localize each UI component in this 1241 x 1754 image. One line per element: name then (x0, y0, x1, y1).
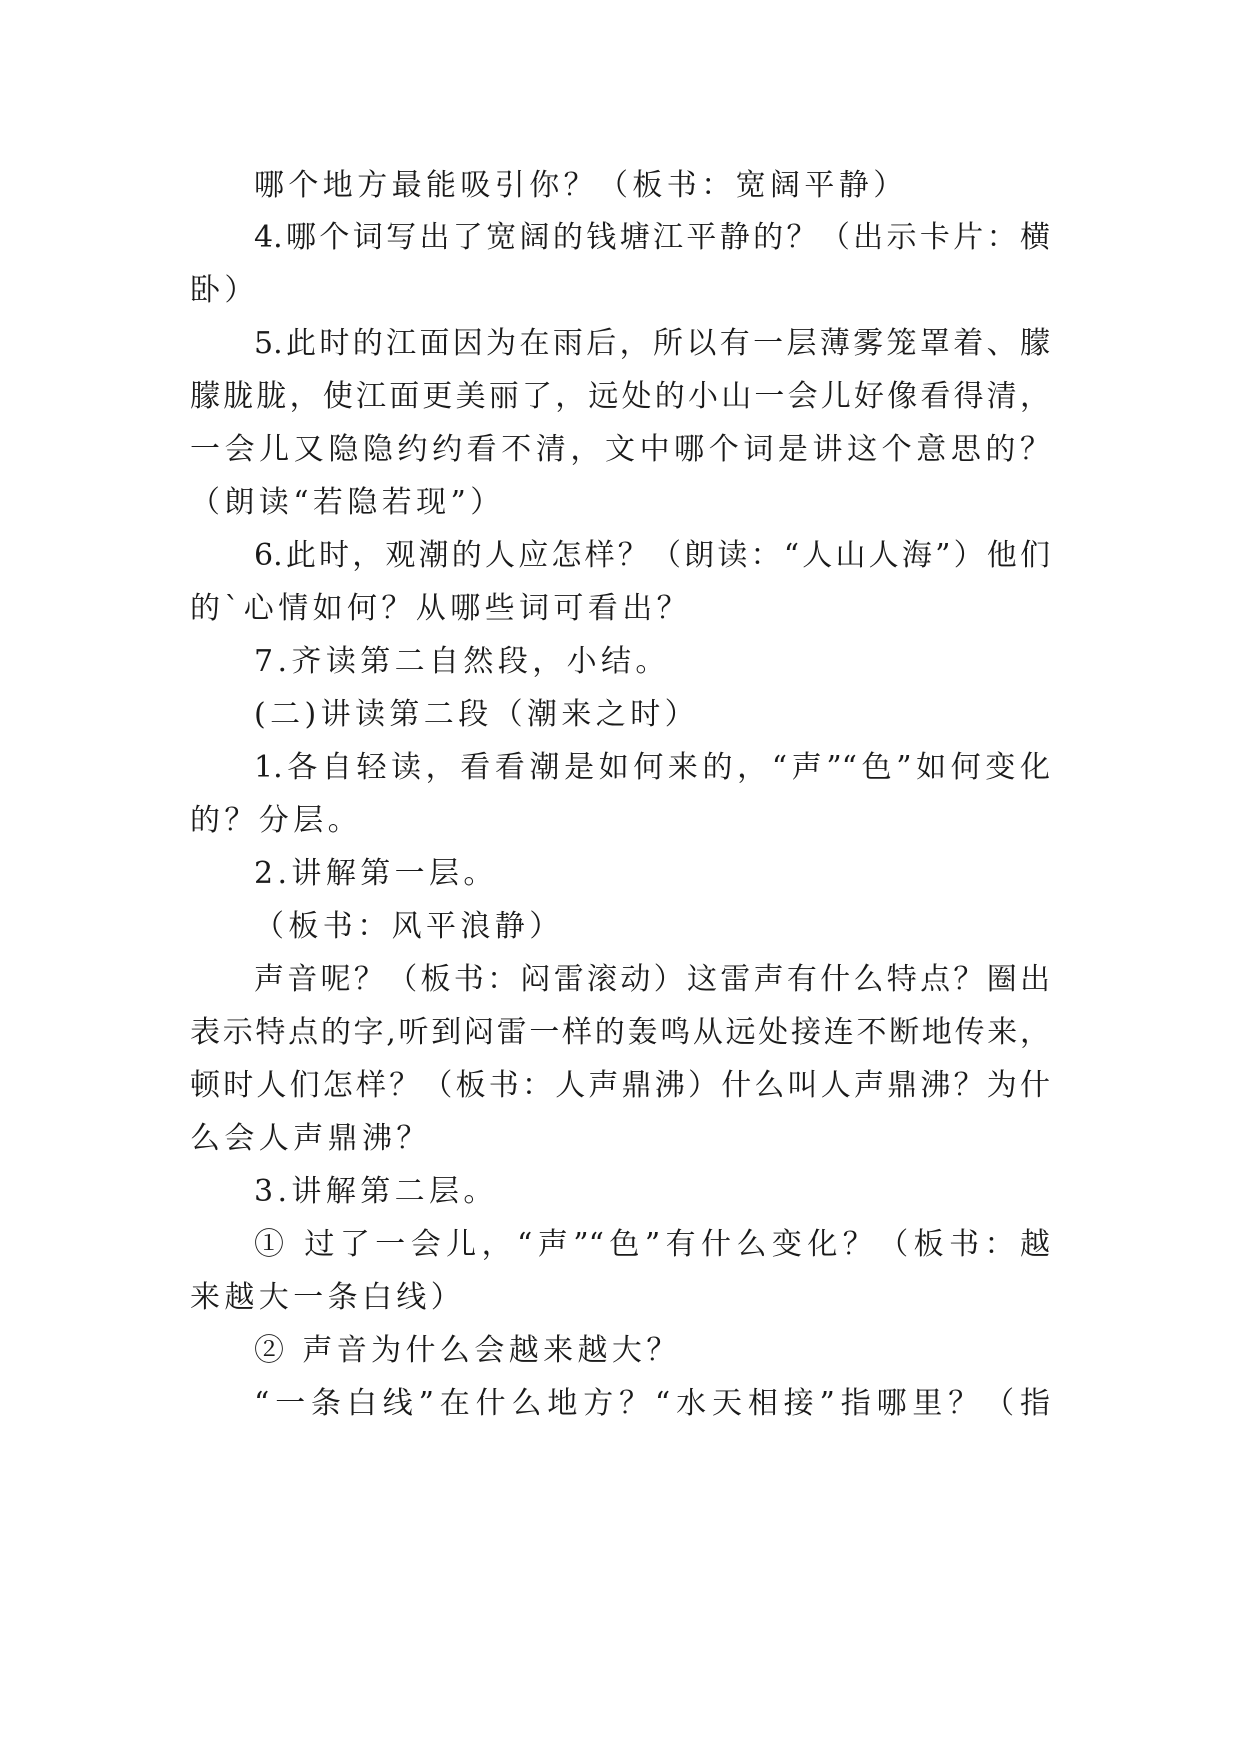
text-line: 么会人声鼎沸？ (190, 1121, 431, 1156)
text-line: 一会儿又隐隐约约看不清，文中哪个词是讲这个意思的？ (190, 432, 1050, 467)
text-line: ② 声音为什么会越来越大？ (254, 1333, 681, 1368)
text-line: 7.齐读第二自然段，小结。 (254, 644, 670, 679)
text-line: (二)讲读第二段（潮来之时） (254, 697, 700, 732)
text-line: 表示特点的字,听到闷雷一样的轰鸣从远处接连不断地传来， (190, 1015, 1050, 1050)
text-line: 的`心情如何？从哪些词可看出？ (190, 591, 691, 626)
text-line: “一条白线”在什么地方？“水天相接”指哪里？（指 (254, 1386, 1050, 1421)
text-line: 4.哪个词写出了宽阔的钱塘江平静的？（出示卡片：横 (254, 220, 1050, 255)
text-line: 6.此时，观潮的人应怎样？（朗读：“人山人海”）他们 (254, 538, 1050, 573)
text-line: （板书：风平浪静） (254, 909, 564, 944)
text-line: 5.此时的江面因为在雨后，所以有一层薄雾笼罩着、朦 (254, 326, 1050, 361)
text-line: 2.讲解第一层。 (254, 856, 498, 891)
text-line: 顿时人们怎样？（板书：人声鼎沸）什么叫人声鼎沸？为什 (190, 1068, 1050, 1103)
text-line: 来越大一条白线） (190, 1280, 466, 1315)
text-line: 卧） (190, 273, 259, 308)
text-line: 哪个地方最能吸引你？（板书：宽阔平静） (254, 168, 908, 203)
text-line: 1.各自轻读，看看潮是如何来的，“声”“色”如何变化 (254, 750, 1050, 785)
text-line: ① 过了一会儿，“声”“色”有什么变化？（板书：越 (254, 1227, 1050, 1262)
text-line: 3.讲解第二层。 (254, 1174, 498, 1209)
text-line: 朦胧胧，使江面更美丽了，远处的小山一会儿好像看得清， (190, 379, 1050, 414)
text-line: （朗读“若隐若现”） (190, 485, 505, 520)
text-line: 声音呢？（板书：闷雷滚动）这雷声有什么特点？圈出 (254, 962, 1050, 997)
text-line: 的？分层。 (190, 803, 362, 838)
